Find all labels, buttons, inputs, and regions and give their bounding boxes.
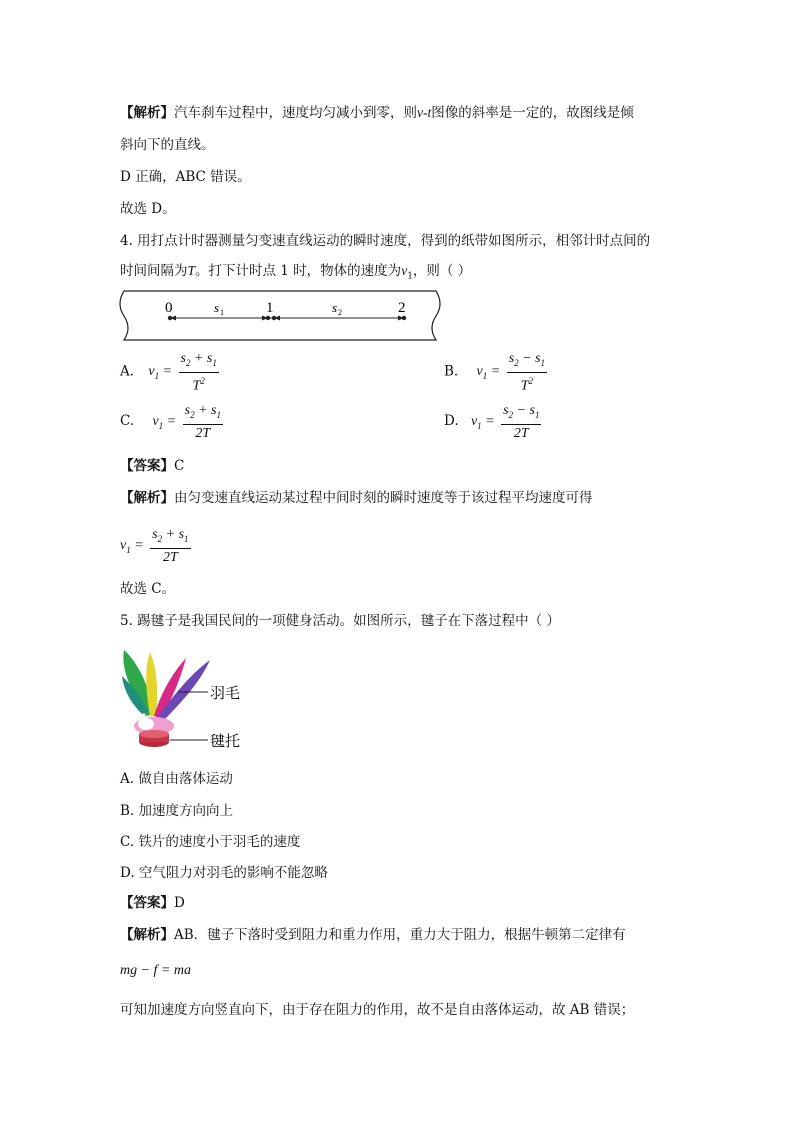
q5-analysis: [120, 926, 626, 944]
q4-stem-text-c: ，则（ ）: [412, 263, 472, 279]
q4-stem-text-a: 时间间隔为: [120, 263, 188, 279]
q5-analysis-line-2: 可知加速度方向竖直向下，由于存在阻力的作用，故不是自由落体运动，故 AB 错误；: [120, 1002, 635, 1018]
option-b[interactable]: [444, 350, 547, 394]
option-c-label: C.: [120, 413, 135, 430]
analysis-tag: 【解析】: [120, 490, 174, 506]
option-c[interactable]: [120, 402, 223, 442]
s2-sub: 2: [338, 308, 342, 317]
point-label-0: 0: [165, 300, 173, 316]
dot-2: [402, 316, 406, 320]
option-d-formula: $v_1$ = $\frac{s_2 - s_1}{2T}$: [470, 403, 540, 441]
q4-conclusion: 故选 C。: [120, 581, 176, 597]
q5-stem: 5. 踢毽子是我国民间的一项健身活动。如图所示，毽子在下落过程中（ ）: [120, 613, 560, 629]
q4-result-formula: $v_1$ = $\frac{s_2 + s_1}{2T}$: [120, 527, 189, 565]
option-d-label: D.: [444, 413, 459, 430]
t-symbol: T: [187, 263, 196, 278]
dot-0: [168, 316, 172, 320]
vt-symbol: v-t: [417, 105, 432, 120]
q5-equation: mg − f = ma: [120, 963, 192, 978]
option-b-formula: $v_1$ = $\frac{s_2 - s_1}{T^2}$: [476, 351, 546, 394]
q5-analysis-text: AB．毽子下落时受到阻力和重力作用，重力大于阻力，根据牛顿第二定律有: [174, 927, 626, 943]
q5-answer: [120, 894, 185, 912]
label-feather: 羽毛: [210, 684, 241, 702]
analysis-tag: 【解析】: [120, 927, 174, 943]
q4-stem-line-2: [120, 262, 471, 286]
point-label-1: 1: [266, 300, 274, 316]
q3-analysis-line-3: D 正确，ABC 错误。: [120, 169, 251, 185]
q4-stem-text-b: 。打下计时点 1 时，物体的速度为: [195, 263, 402, 279]
label-base: 毽托: [210, 732, 241, 750]
point-label-2: 2: [398, 300, 406, 316]
s2-label: s: [332, 300, 338, 315]
q4-analysis: [120, 489, 593, 507]
answer-value: D: [174, 895, 185, 911]
option-c-formula: $v_1$ = $\frac{s_2 + s_1}{2T}$: [152, 403, 221, 441]
option-a-formula: $v_1$ = $\frac{s_2 + s_1}{T^2}$: [148, 351, 217, 394]
q3-analysis-text-b: 图像的斜率是一定的，故图线是倾: [431, 105, 634, 121]
option-a-label: A.: [120, 363, 135, 380]
q5-option-b[interactable]: B. 加速度方向向上: [120, 803, 234, 819]
q5-option-a[interactable]: A. 做自由落体运动: [120, 771, 233, 787]
q3-analysis-line-2: 斜向下的直线。: [120, 137, 215, 153]
option-b-label: B.: [444, 363, 459, 380]
dot-1a: [266, 316, 270, 320]
analysis-tag: 【解析】: [120, 105, 174, 121]
answer-tag: 【答案】: [120, 458, 174, 474]
s1-label: s: [214, 300, 220, 315]
q4-analysis-text: 由匀变速直线运动某过程中间时刻的瞬时速度等于该过程平均速度可得: [174, 490, 593, 506]
q3-analysis-text-a: 汽车刹车过程中，速度均匀减小到零，则: [174, 105, 417, 121]
v-symbol: v: [401, 263, 408, 278]
q4-stem-line-1: 4. 用打点计时器测量匀变速直线运动的瞬时速度，得到的纸带如图所示，相邻计时点间的: [120, 233, 651, 249]
q3-analysis-line-1: [120, 104, 634, 122]
shuttlecock-image: [116, 646, 256, 758]
feather-fluff-white: [138, 718, 154, 730]
v-subscript: 1: [407, 271, 413, 282]
shuttlecock-base-top: [139, 730, 169, 738]
option-a[interactable]: [120, 350, 219, 394]
q4-answer: [120, 457, 184, 475]
s1-sub: 1: [220, 308, 224, 317]
answer-tag: 【答案】: [120, 895, 174, 911]
q5-option-c[interactable]: C. 铁片的速度小于羽毛的速度: [120, 834, 301, 850]
paper-tape-figure: [118, 288, 448, 344]
answer-value: C: [174, 458, 185, 474]
dot-1b: [272, 316, 276, 320]
q3-conclusion: 故选 D。: [120, 201, 176, 217]
q5-option-d[interactable]: D. 空气阻力对羽毛的影响不能忽略: [120, 865, 328, 881]
option-d[interactable]: [444, 402, 541, 442]
